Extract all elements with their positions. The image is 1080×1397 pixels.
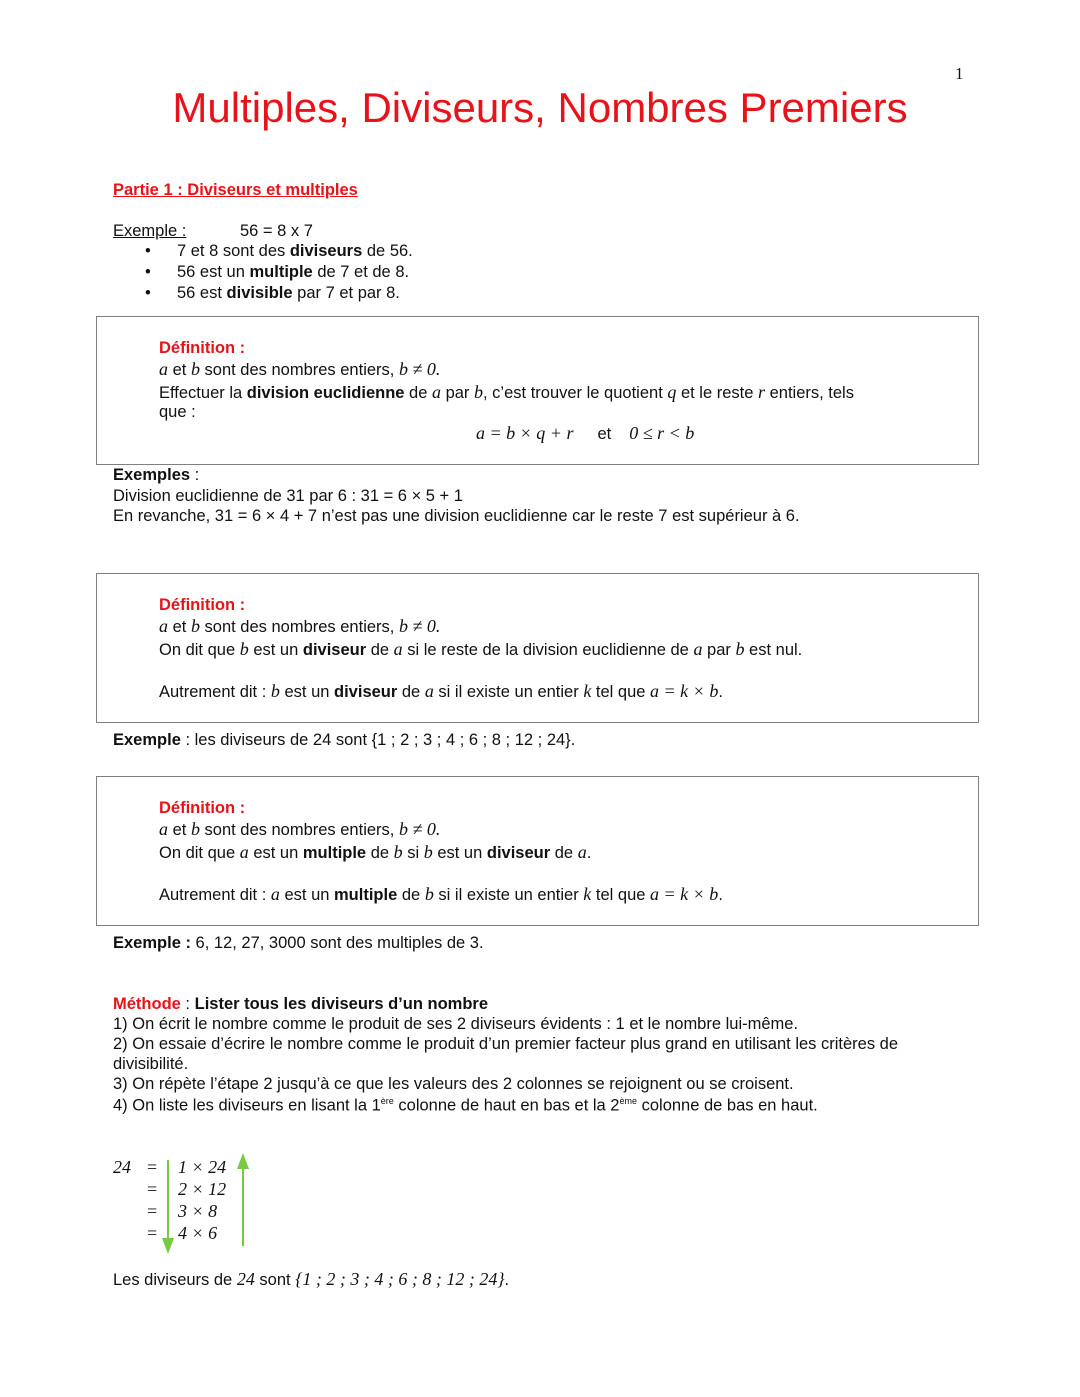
text: Effectuer la	[159, 384, 247, 402]
definition-line	[159, 616, 440, 637]
text: tel que	[591, 886, 651, 904]
formula-right: 0 ≤ r < b	[629, 423, 695, 443]
method-step: 2) On essaie d’écrire le nombre comme le produit d’un premier facteur plus grand en utilisant les critères de	[113, 1035, 899, 1053]
example-line	[113, 731, 575, 750]
page-number: 1	[955, 64, 964, 83]
method-step: 3) On répète l’étape 2 jusqu’à ce que les valeurs des 2 colonnes se rejoignent ou se croisent.	[113, 1075, 794, 1093]
divisor-set: {1 ; 2 ; 3 ; 4 ; 6 ; 8 ; 12 ; 24}	[295, 1269, 505, 1289]
text: tel que	[591, 683, 651, 701]
var-a: a	[159, 819, 168, 839]
text: de	[550, 844, 578, 862]
bold-term: diviseur	[486, 844, 551, 862]
var-k: k	[583, 884, 592, 904]
text: .	[586, 844, 592, 862]
examples-heading	[113, 466, 199, 485]
bullet-icon: •	[145, 263, 151, 281]
example-line	[113, 934, 484, 953]
definition-line	[159, 382, 854, 403]
text: sont des nombres entiers,	[199, 618, 399, 636]
text: est un	[279, 683, 335, 701]
text: de	[366, 641, 394, 659]
example-label: Exemple	[113, 731, 181, 749]
condition: b ≠ 0.	[398, 616, 441, 636]
method-step: divisibilité.	[113, 1055, 189, 1073]
var-a: a	[577, 842, 587, 862]
var-q: q	[667, 382, 677, 402]
equals-sign: =	[147, 1157, 158, 1177]
definition-line	[159, 359, 440, 380]
method-step: 1) On écrit le nombre comme le produit de ses 2 diviseurs évidents : 1 et le nombre lui-même.	[113, 1015, 799, 1033]
definition-line	[159, 681, 723, 702]
list-item	[177, 284, 400, 303]
method-label: Méthode	[113, 995, 181, 1013]
var-b: b	[239, 639, 249, 659]
text: par 7 et par 8.	[292, 284, 400, 302]
conclusion-line	[113, 1269, 509, 1290]
superscript: ère	[380, 1096, 394, 1106]
definition-line	[159, 639, 802, 660]
equation: a = k × b	[650, 884, 719, 904]
text: colonne de bas en haut.	[637, 1096, 818, 1115]
text: :	[190, 466, 200, 484]
var-b: b	[735, 639, 745, 659]
var-a: a	[239, 842, 249, 862]
var-b: b	[190, 819, 200, 839]
text: 6, 12, 27, 3000 sont des multiples de 3.	[190, 934, 484, 952]
page-title: Multiples, Diviseurs, Nombres Premiers	[172, 84, 908, 131]
text: par	[702, 641, 736, 659]
example-line: En revanche, 31 = 6 × 4 + 7 n’est pas une division euclidienne car le reste 7 est supérieur à 6.	[113, 507, 800, 525]
method-title: Lister tous les diviseurs d’un nombre	[194, 995, 489, 1013]
example-line: Division euclidienne de 31 par 6 : 31 = 6 × 5 + 1	[113, 487, 463, 505]
text: par	[440, 384, 475, 402]
formula-left: a = b × q + r	[476, 423, 574, 443]
text: de	[366, 844, 394, 862]
text: .	[718, 886, 723, 904]
text: est nul.	[744, 641, 803, 659]
list-item	[177, 242, 413, 261]
var-a: a	[270, 884, 280, 904]
factor-pair: 1 × 24	[178, 1157, 227, 1177]
definition-line	[159, 884, 723, 905]
var-b: b	[270, 681, 280, 701]
text: de	[397, 886, 425, 904]
bold-term: diviseurs	[289, 242, 363, 260]
text: et	[168, 618, 191, 636]
text: 7 et 8 sont des	[177, 242, 290, 260]
var-a: a	[693, 639, 703, 659]
text: sont	[254, 1271, 296, 1289]
bold-term: division euclidienne	[246, 384, 405, 402]
formula-and: et	[597, 425, 612, 443]
text: si il existe un entier	[433, 683, 584, 701]
text: et	[168, 821, 191, 839]
text: entiers, tels	[765, 384, 854, 402]
text: 4) On liste les diviseurs en lisant la 1	[113, 1096, 381, 1115]
text: et le reste	[676, 384, 758, 402]
equals-sign: =	[147, 1223, 158, 1243]
text: 56 est	[177, 284, 227, 302]
definition-label: Définition :	[159, 596, 246, 614]
formula	[476, 423, 694, 444]
bold-term: diviseur	[302, 641, 367, 659]
example-label: Exemple :	[113, 222, 187, 240]
text: Autrement dit :	[159, 886, 271, 904]
superscript: ème	[619, 1096, 638, 1106]
bold-term: diviseur	[334, 683, 398, 701]
equals-sign: =	[147, 1201, 158, 1221]
text: : les diviseurs de 24 sont {1 ; 2 ; 3 ; 4 ; 6 ; 8 ; 12 ; 24}.	[180, 731, 576, 749]
bullet-icon: •	[145, 284, 151, 302]
definition-line	[159, 819, 440, 840]
examples-label: Exemples	[113, 466, 191, 484]
text: de	[404, 384, 432, 402]
method-heading	[113, 995, 488, 1014]
var-b: b	[190, 359, 200, 379]
text: est un	[248, 641, 303, 659]
var-b: b	[190, 616, 200, 636]
definition-line	[159, 842, 591, 863]
bold-term: divisible	[226, 284, 293, 302]
text: si le reste de la division euclidienne de	[402, 641, 694, 659]
text: est un	[432, 844, 487, 862]
bold-term: multiple	[302, 844, 367, 862]
text: colonne de haut en bas et la 2	[393, 1096, 620, 1115]
text: On dit que	[159, 641, 240, 659]
definition-label: Définition :	[159, 339, 246, 357]
equation: a = k × b	[650, 681, 719, 701]
text: , c’est trouver le quotient	[483, 384, 668, 402]
var-b: b	[423, 842, 433, 862]
definition-line: que :	[159, 403, 196, 421]
bold-term: multiple	[249, 263, 313, 281]
list-item	[177, 263, 409, 282]
factor-pair: 3 × 8	[178, 1201, 218, 1221]
text: sont des nombres entiers,	[199, 821, 399, 839]
text: On dit que	[159, 844, 240, 862]
text: .	[718, 683, 723, 701]
text: de	[397, 683, 425, 701]
section-heading: Partie 1 : Diviseurs et multiples	[113, 181, 358, 199]
var-b: b	[424, 884, 434, 904]
definition-label: Définition :	[159, 799, 246, 817]
factor-number: 24	[113, 1157, 131, 1177]
var-b: b	[393, 842, 403, 862]
example-equation: 56 = 8 x 7	[240, 222, 313, 240]
equals-sign: =	[147, 1179, 158, 1199]
factor-pair: 4 × 6	[178, 1223, 218, 1243]
text: est un	[248, 844, 303, 862]
text: 56 est un	[177, 263, 250, 281]
text: .	[504, 1271, 510, 1289]
var-a: a	[393, 639, 403, 659]
text: si il existe un entier	[433, 886, 584, 904]
example-label: Exemple :	[113, 934, 191, 952]
condition: b ≠ 0.	[398, 819, 441, 839]
number: 24	[236, 1269, 255, 1289]
bullet-icon: •	[145, 242, 151, 260]
var-a: a	[424, 681, 434, 701]
factor-pair: 2 × 12	[178, 1179, 227, 1199]
method-step	[113, 1096, 818, 1116]
condition: b ≠ 0.	[398, 359, 441, 379]
text: Les diviseurs de	[113, 1271, 237, 1289]
bold-term: multiple	[334, 886, 398, 904]
text: de 7 et de 8.	[312, 263, 410, 281]
text: Autrement dit :	[159, 683, 271, 701]
text: si	[402, 844, 424, 862]
text: :	[180, 995, 195, 1013]
var-r: r	[758, 382, 766, 402]
var-b: b	[474, 382, 484, 402]
text: de 56.	[362, 242, 413, 260]
text: est un	[279, 886, 335, 904]
var-a: a	[159, 359, 168, 379]
var-a: a	[431, 382, 441, 402]
text: et	[168, 361, 191, 379]
text: sont des nombres entiers,	[199, 361, 399, 379]
var-a: a	[159, 616, 168, 636]
var-k: k	[583, 681, 592, 701]
